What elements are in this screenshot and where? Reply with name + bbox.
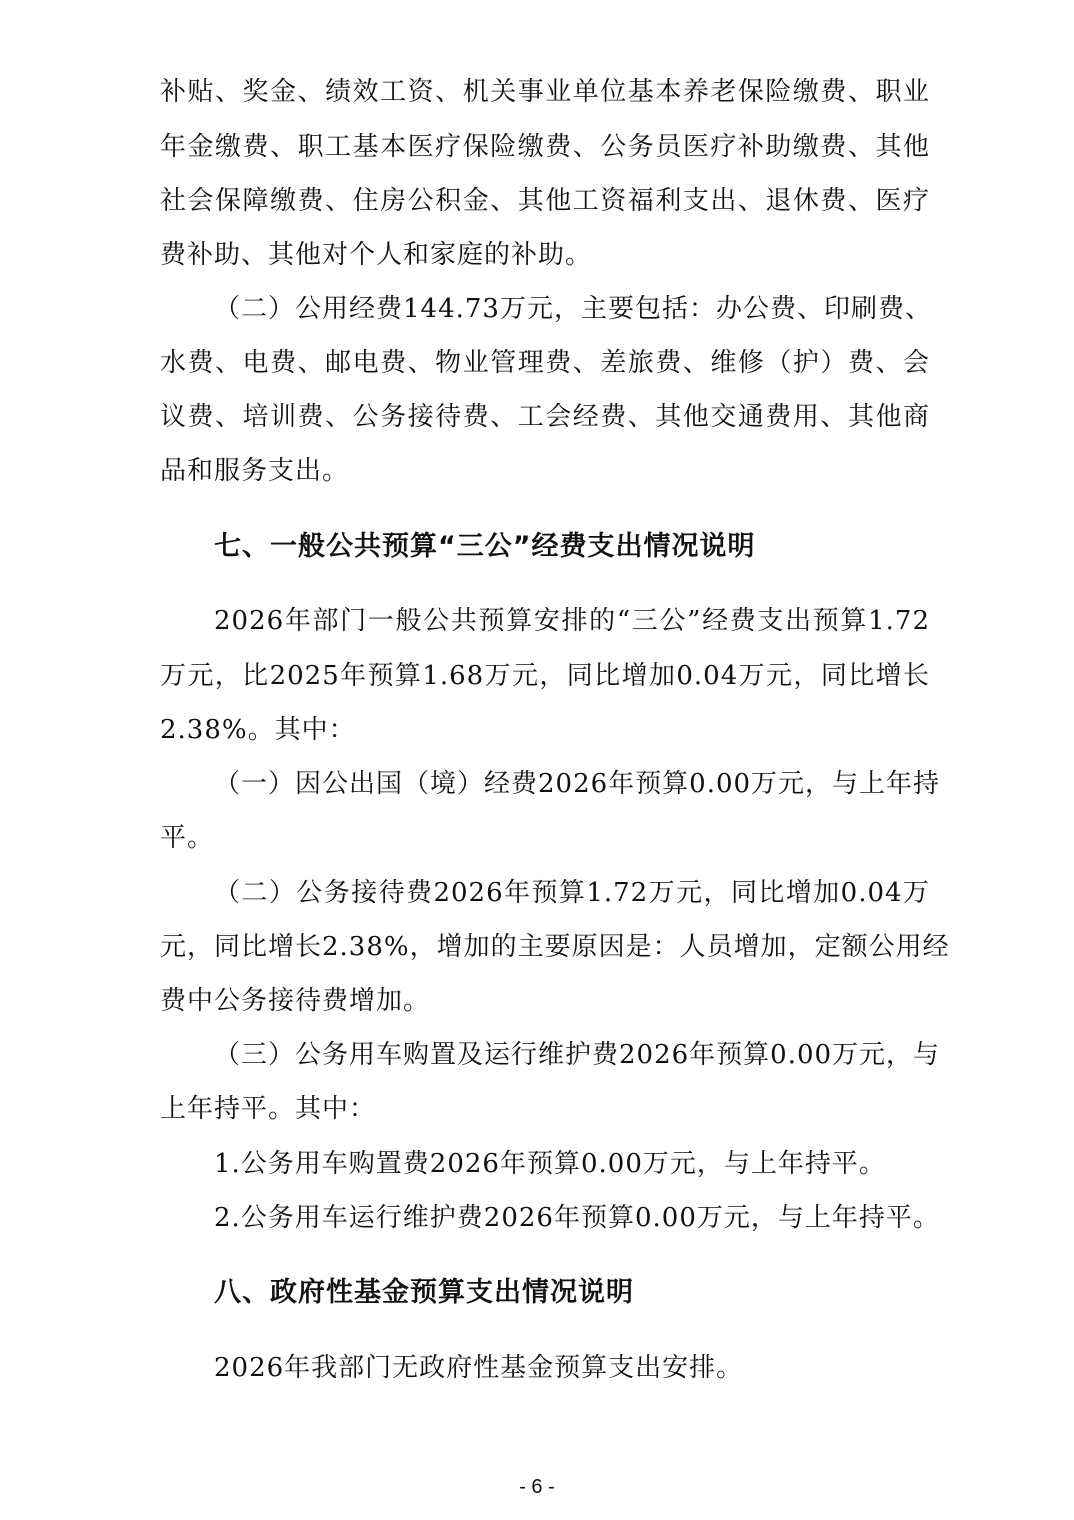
body-text-line: 议费、培训费、公务接待费、工会经费、其他交通费用、其他商 (160, 402, 930, 432)
body-text-line: 2.公务用车运行维护费2026年预算0.00万元，与上年持平。 (214, 1203, 940, 1233)
body-text-line: 费中公务接待费增加。 (160, 986, 431, 1016)
body-text-line: 年金缴费、职工基本医疗保险缴费、公务员医疗补助缴费、其他 (160, 132, 930, 162)
body-text-line: （一）因公出国（境）经费2026年预算0.00万元，与上年持 (214, 769, 941, 799)
body-text-line: （二）公用经费144.73万元，主要包括：办公费、印刷费、 (214, 294, 932, 324)
section-heading-seven: 七、一般公共预算“三公”经费支出情况说明 (214, 531, 756, 562)
body-text-line: 品和服务支出。 (160, 456, 350, 486)
body-text-line: （二）公务接待费2026年预算1.72万元，同比增加0.04万 (214, 878, 930, 908)
body-text-line: 补贴、奖金、绩效工资、机关事业单位基本养老保险缴费、职业 (160, 77, 930, 107)
body-text-line: （三）公务用车购置及运行维护费2026年预算0.00万元，与 (214, 1040, 941, 1070)
page-number: - 6 - (519, 1476, 555, 1498)
body-text-line: 1.公务用车购置费2026年预算0.00万元，与上年持平。 (214, 1149, 886, 1179)
body-text-line: 上年持平。其中： (160, 1094, 377, 1124)
body-text-line: 2.38%。其中： (160, 715, 356, 745)
body-text-line: 水费、电费、邮电费、物业管理费、差旅费、维修（护）费、会 (160, 348, 930, 378)
body-text-line: 万元，比2025年预算1.68万元，同比增加0.04万元，同比增长 (160, 661, 930, 691)
body-text-line: 元，同比增长2.38%，增加的主要原因是：人员增加，定额公用经 (160, 932, 950, 962)
body-text-line: 2026年部门一般公共预算安排的“三公”经费支出预算1.72 (214, 606, 930, 636)
body-text-line: 平。 (160, 823, 215, 853)
body-text-line: 2026年我部门无政府性基金预算支出安排。 (214, 1353, 744, 1383)
body-text-line: 费补助、其他对个人和家庭的补助。 (160, 240, 593, 270)
body-text-line: 社会保障缴费、住房公积金、其他工资福利支出、退休费、医疗 (160, 186, 930, 216)
section-heading-eight: 八、政府性基金预算支出情况说明 (214, 1277, 634, 1308)
